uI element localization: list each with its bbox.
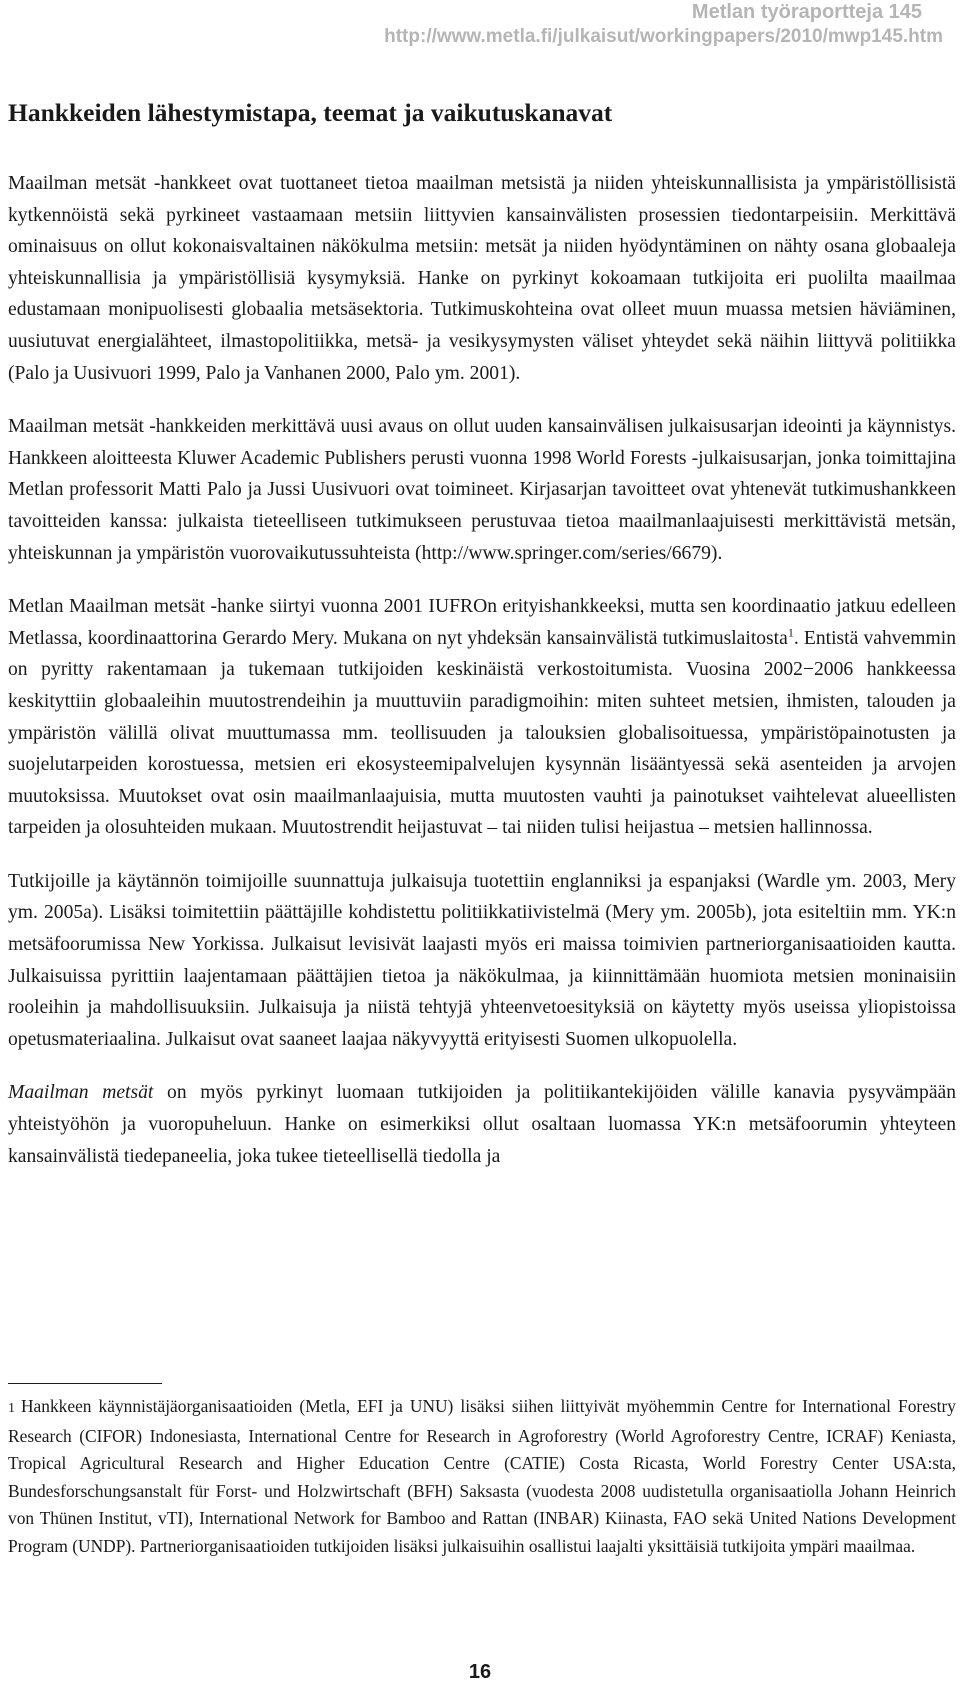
footnote <box>8 1393 956 1560</box>
paragraph-3-text-a: Metlan Maailman metsät -hanke siirtyi vuonna 2001 IUFROn erityishankkeeksi, mutta sen koordinaatio jatkuu edelleen Metlassa, koordinaattorina Gerardo Mery. Mukana on nyt yhdeksän kansainvälistä tutkimuslaitosta <box>8 596 956 649</box>
page-number: 16 <box>468 1661 492 1683</box>
paragraph-5-text: on myös pyrkinyt luomaan tutkijoiden ja politiikantekijöiden välille kanavia pysyvämpään yhteistyöhön ja vuoropuheluun. Hanke on esimerkiksi ollut osaltaan luomassa YK:n metsäfoorumin yhteyteen kansainvälistä tiedepaneelia, joka tukee tieteellisellä tiedolla ja <box>8 1082 957 1167</box>
main-content <box>8 98 956 1172</box>
paragraph-4: Tutkijoille ja käytännön toimijoille suunnattuja julkaisuja tuotettiin englanniksi ja espanjaksi (Wardle ym. 2003, Mery ym. 2005a). Lisäksi toimitettiin päättäjille kohdistettu politiikkatiivistelmä (Mery ym. 2005b), jota esiteltiin mm. YK:n metsäfoorumissa New Yorkissa. Julkaisut levisivät laajasti myös eri maissa toimivien partneriorganisaatioiden kautta. Julkaisuissa pyrittiin laajentamaan päättäjien tietoa ja näkökulmaa, ja kiinnittämään huomiota metsien moninaisiin rooleihin ja mahdollisuuksiin. Julkaisuja ja niistä tehtyjä yhteenvetoesityksiä on käytetty myös useissa yliopistoissa opetusmateriaalina. Julkaisut ovat saaneet laajaa näkyvyyttä erityisesti Suomen ulkopuolella. <box>8 870 956 1050</box>
paragraph-3 <box>8 591 956 844</box>
series-url[interactable]: http://www.metla.fi/julkaisut/workingpapers/2010/mwp145.htm <box>384 26 943 47</box>
series-title: Metlan työraportteja 145 <box>691 1 922 23</box>
footnote-number: 1 <box>8 1401 15 1416</box>
paragraph-2: Maailman metsät -hankkeiden merkittävä uusi avaus on ollut uuden kansainvälisen julkaisusarjan ideointi ja käynnistys. Hankkeen aloitteesta Kluwer Academic Publishers perusti vuonna 1998 World Forests -julkaisusarjan, jonka toimittajina Metlan professorit Matti Palo ja Jussi Uusivuori ovat toimineet. Kirjasarjan tavoitteet ovat yhtenevät tutkimushankkeen tavoitteiden kanssa: julkaista tieteelliseen tutkimukseen perustuvaa tietoa maailmanlaajuisesti merkittävistä metsän, yhteiskunnan ja ympäristön vuorovaikutussuhteista (http://www.springer.com/series/6679). <box>8 416 956 564</box>
paragraph-5 <box>8 1077 956 1172</box>
section-heading: Hankkeiden lähestymistapa, teemat ja vaikutuskanavat <box>8 98 613 127</box>
paragraph-1: Maailman metsät -hankkeet ovat tuottaneet tietoa maailman metsistä ja niiden yhteiskunnallisista ja ympäristöllisistä kytkennöistä sekä pyrkineet vastaamaan metsiin liittyvien kansainvälisten prosessien tiedontarpeisiin. Merkittävä ominaisuus on ollut kokonaisvaltainen näkökulma metsiin: metsät ja niiden hyödyntäminen on nähty osana globaaleja yhteiskunnallisia ja ympäristöllisiä kysymyksiä. Hanke on pyrkinyt kokoamaan tutkijoita eri puolilta maailmaa edustamaan monipuolisesti globaalia metsäsektoria. Tutkimuskohteina ovat olleet muun muassa metsien häviäminen, uusiutuvat energialähteet, ilmastopolitiikka, metsä- ja vesikysymysten väliset yhteydet sekä näihin liittyvä politiikka (Palo ja Uusivuori 1999, Palo ja Vanhanen 2000, Palo ym. 2001). <box>8 173 956 384</box>
paragraph-3-text-b: . Entistä vahvemmin on pyritty rakentamaan ja tukemaan tutkijoiden keskinäistä verkostoitumista. Vuosina 2002−2006 hankkeessa keskityttiin globaaleihin muutostrendeihin ja muuttuviin paradigmoihin: miten suhteet metsien, ihmisten, talouden ja ympäristön välillä olivat muuttumassa mm. teollisuuden ja talouksien globalisoituessa, ympäristöpainotusten ja suojelutarpeiden korostuessa, metsien eri ekosysteemipalvelujen kysynnän lisääntyessä sekä asenteiden ja arvojen muutoksissa. Muutokset ovat osin maailmanlaajuisia, mutta muutosten vauhti ja painotukset vaihtelevat alueellisten tarpeiden ja olosuhteiden mukaan. Muutostrendit heijastuvat – tai niiden tulisi heijastua – metsien hallinnossa. <box>8 627 956 839</box>
footnote-text: Hankkeen käynnistäjäorganisaatioiden (Metla, EFI ja UNU) lisäksi siihen liittyivät myöhemmin Centre for International Forestry Research (CIFOR) Indonesiasta, International Centre for Research in Agroforestry (World Agroforestry Centre, ICRAF) Keniasta, Tropical Agricultural Research and Higher Education Centre (CATIE) Costa Ricasta, World Forestry Center USA:sta, Bundesforschungsanstalt für Forst- und Holzwirtschaft (BFH) Saksasta (vuodesta 2008 uudistetulla organisaatiolla Johann Heinrich von Thünen Institut, vTI), International Network for Bamboo and Rattan (INBAR) Kiinasta, FAO sekä United Nations Development Program (UNDP). Partneriorganisaatioiden tutkijoiden lisäksi julkaisuihin osallistui laajalti yksittäisiä tutkijoita ympäri maailmaa. <box>8 1396 956 1556</box>
footnote-divider <box>8 1383 162 1384</box>
footnote-reference[interactable]: 1 <box>787 625 794 640</box>
paragraph-5-italic-term: Maailman metsät <box>8 1082 154 1104</box>
